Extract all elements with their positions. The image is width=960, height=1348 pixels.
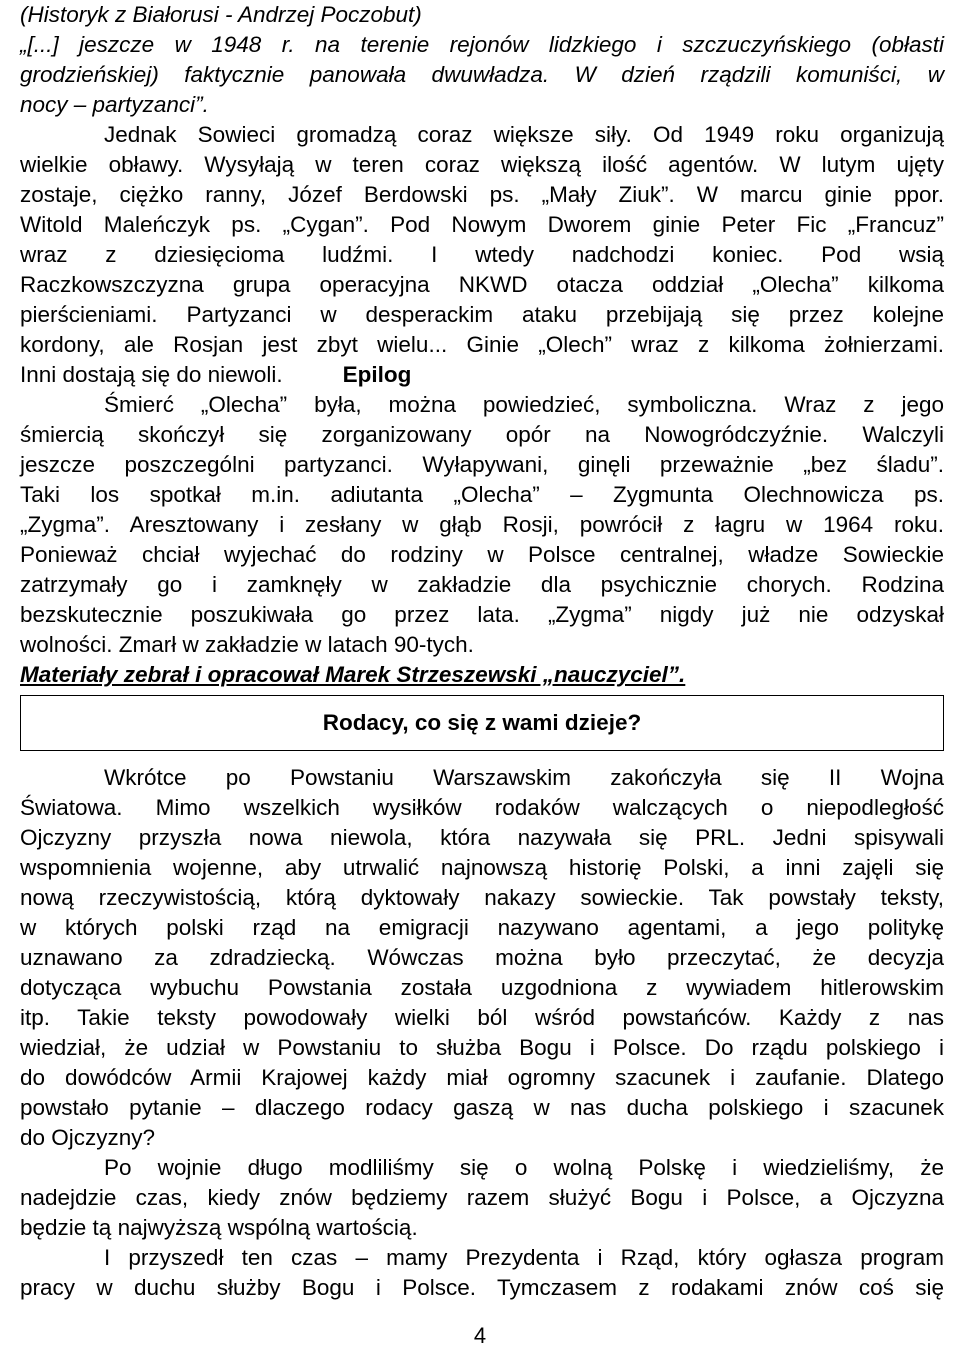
body-line: do dowódców Armii Krajowej każdy miał ogromny szacunek i zaufanie. Dlatego	[20, 1065, 944, 1090]
epilog-line	[20, 360, 944, 390]
page-number: 4	[473, 1323, 487, 1348]
body-line: Ojczyzny przyszła nowa niewola, która nazywała się PRL. Jedni spisywali	[20, 825, 944, 850]
body-line: kordony, ale Rosjan jest zbyt wielu... Ginie „Olech” wraz z kilkoma żołnierzami.	[20, 332, 944, 357]
body-line: do Ojczyzny?	[20, 1125, 156, 1150]
body-line: w których polski rząd na emigracji nazywano agentami, a jego politykę	[20, 915, 944, 940]
body-line: Wkrótce po Powstaniu Warszawskim zakończyła się II Wojna	[104, 765, 944, 790]
body-line: Światowa. Mimo wszelkich wysiłków rodaków walczących o niepodległość	[20, 795, 944, 820]
body-line: Po wojnie długo modliliśmy się o wolną Polskę i wiedzieliśmy, że	[104, 1155, 944, 1180]
body-line: wolności. Zmarł w zakładzie w latach 90-tych.	[20, 632, 474, 657]
body-line: wraz z dziesięcioma ludźmi. I wtedy nadchodzi koniec. Pod wsią	[20, 242, 944, 267]
body-line: wiedział, że udział w Powstaniu to służba Bogu i Polsce. Do rządu polskiego i	[20, 1035, 944, 1060]
body-line: Jednak Sowieci gromadzą coraz większe siły. Od 1949 roku organizują	[104, 122, 944, 147]
body-line: wielkie obławy. Wysyłają w teren coraz większą ilość agentów. W lutym ujęty	[20, 152, 944, 177]
body-line: bezskutecznie poszukiwała go przez lata. „Zygma” nigdy już nie odzyskał	[20, 602, 944, 627]
body-line: uznawano za zdradziecką. Wówczas można było przeczytać, że decyzja	[20, 945, 944, 970]
body-line: wspomnienia wojenne, aby utrwalić najnowszą historię Polski, a inni zajęli się	[20, 855, 944, 880]
body-line: dotycząca wybuchu Powstania została uzgodniona z wywiadem hitlerowskim	[20, 975, 944, 1000]
epilog-heading: Epilog	[342, 362, 412, 387]
body-line: itp. Takie teksty powodowały wielki ból wśród powstańców. Każdy z nas	[20, 1005, 944, 1030]
body-line: powstało pytanie – dlaczego rodacy gaszą w nas ducha polskiego i szacunek	[20, 1095, 944, 1120]
body-line: nową rzeczywistością, którą dyktowały nakazy sowieckie. Tak powstały teksty,	[20, 885, 944, 910]
section-title-box	[20, 695, 944, 751]
body-line: zostaje, ciężko ranny, Józef Berdowski ps. „Mały Ziuk”. W marcu ginie ppor.	[20, 182, 944, 207]
body-line: jeszcze poszczególni partyzanci. Wyłapywani, ginęli przeważnie „bez śladu”.	[20, 452, 944, 477]
body-line: nadejdzie czas, kiedy znów będziemy razem służyć Bogu i Polsce, a Ojczyzna	[20, 1185, 944, 1210]
document-page	[20, 0, 944, 1303]
body-line: Witold Maleńczyk ps. „Cygan”. Pod Nowym Dworem ginie Peter Fic „Francuz”	[20, 212, 944, 237]
body-line: „Zygma”. Aresztowany i zesłany w głąb Rosji, powrócił z łagru w 1964 roku.	[20, 512, 944, 537]
author-credit: Materiały zebrał i opracował Marek Strzeszewski „nauczyciel”.	[20, 662, 686, 687]
quote-line: „[...] jeszcze w 1948 r. na terenie rejonów lidzkiego i szczuczyńskiego (obłasti	[20, 32, 944, 57]
body-line: pracy w duchu służby Bogu i Polsce. Tymczasem z rodakami znów coś się	[20, 1275, 944, 1300]
epilog-prefix: Inni dostają się do niewoli.	[20, 362, 283, 387]
body-line: Taki los spotkał m.in. adiutanta „Olecha” – Zygmunta Olechnowicza ps.	[20, 482, 944, 507]
quote-line: grodzieńskiej) faktycznie panowała dwuwładza. W dzień rządzili komuniści, w	[20, 62, 944, 87]
quote-line: nocy – partyzanci”.	[20, 92, 209, 117]
article-body	[20, 763, 944, 1303]
body-line: Raczkowszczyzna grupa operacyjna NKWD otacza oddział „Olecha” kilkoma	[20, 272, 944, 297]
body-line: zatrzymały go i zamknęły w zakładzie dla psychicznie chorych. Rodzina	[20, 572, 944, 597]
section-title: Rodacy, co się z wami dzieje?	[322, 710, 642, 735]
attribution-line: (Historyk z Białorusi - Andrzej Poczobut)	[20, 2, 422, 27]
body-line: pierścieniami. Partyzanci w desperackim ataku przebijają się przez kolejne	[20, 302, 944, 327]
body-line: Śmierć „Olecha” była, można powiedzieć, symboliczna. Wraz z jego	[104, 392, 944, 417]
body-line: Ponieważ chciał wyjechać do rodziny w Polsce centralnej, władze Sowieckie	[20, 542, 944, 567]
body-line: I przyszedł ten czas – mamy Prezydenta i Rząd, który ogłasza program	[104, 1245, 944, 1270]
body-line: śmiercią skończył się zorganizowany opór na Nowogródczyźnie. Walczyli	[20, 422, 944, 447]
body-line: będzie tą najwyższą wspólną wartością.	[20, 1215, 418, 1240]
